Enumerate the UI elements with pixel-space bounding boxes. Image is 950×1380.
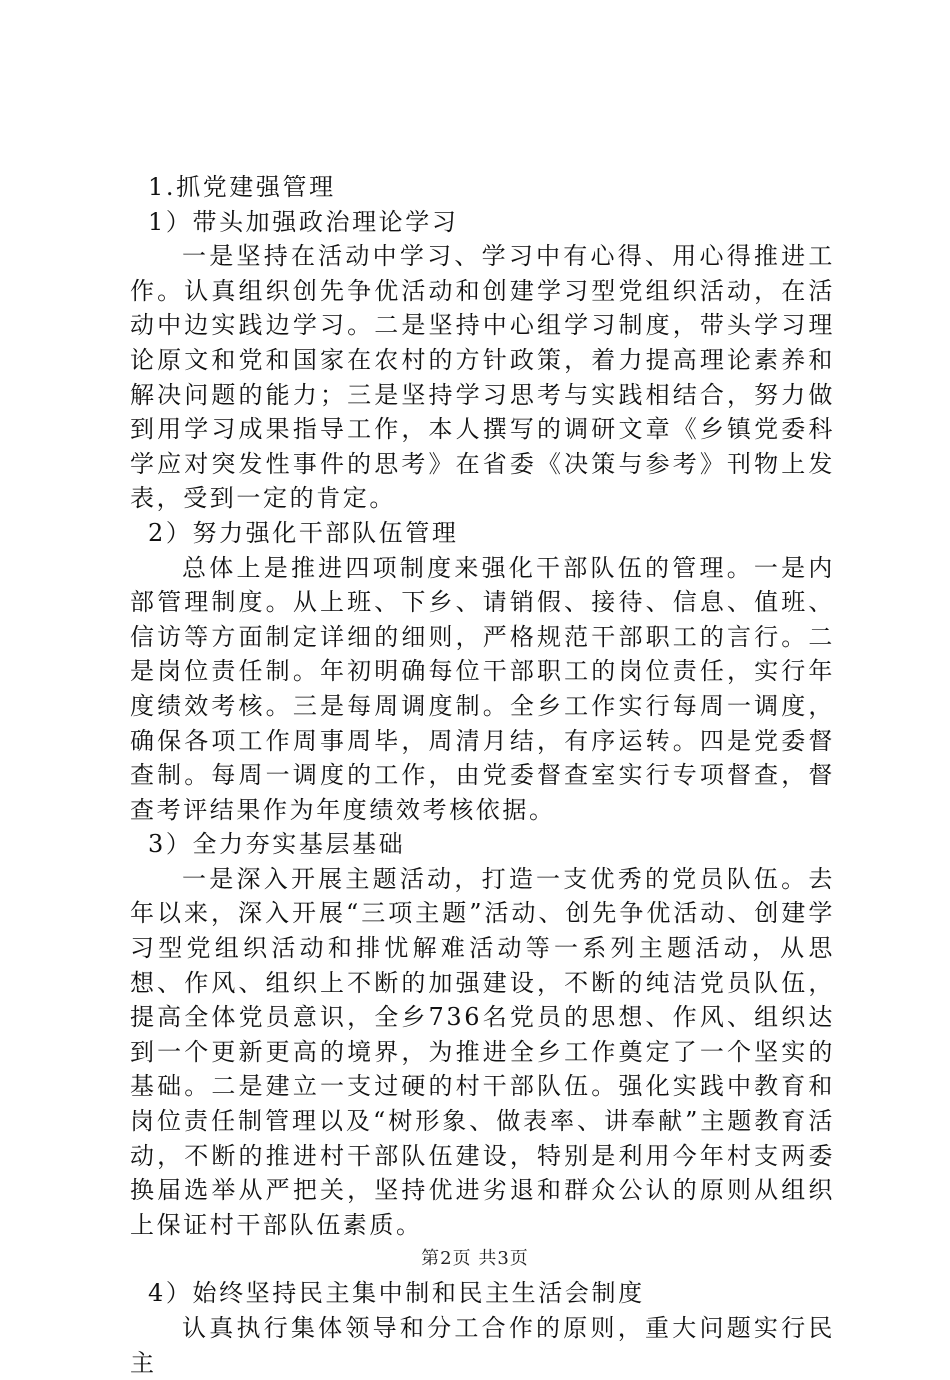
- subsection-title: 3）全力夯实基层基础: [148, 830, 406, 859]
- body-paragraph: 认真执行集体领导和分工合作的原则，重大问题实行民主: [130, 1314, 835, 1377]
- body-paragraph: 一是坚持在活动中学习、学习中有心得、用心得推进工作。认真组织创先争优活动和创建学习型党组织活动，在活动中边实践边学习。二是坚持中心组学习制度，带头学习理论原文和党和国家在农村的方针政策，着力提高理论素养和解决问题的能力；三是坚持学习思考与实践相结合，努力做到用学习成果指导工作，本人撰写的调研文章《乡镇党委科学应对突发性事件的思考》在省委《决策与参考》刊物上发表，受到一定的肯定。: [130, 242, 835, 513]
- subsection-title: 4）始终坚持民主集中制和民主生活会制度: [148, 1279, 645, 1308]
- body-paragraph: 一是深入开展主题活动，打造一支优秀的党员队伍。去年以来，深入开展“三项主题”活动、创先争优活动、创建学习型党组织活动和排忧解难活动等一系列主题活动，从思想、作风、组织上不断的加强建设，不断的纯洁党员队伍，提高全体党员意识，全乡736名党员的思想、作风、组织达到一个更新更高的境界，为推进全乡工作奠定了一个坚实的基础。二是建立一支过硬的村干部队伍。强化实践中教育和岗位责任制管理以及“树形象、做表率、讲奉献”主题教育活动，不断的推进村干部队伍建设，特别是利用今年村支两委换届选举从严把关，坚持优进劣退和群众公认的原则从组织上保证村干部队伍素质。: [130, 864, 835, 1239]
- page-number-footer: 第2页 共3页: [421, 1248, 529, 1269]
- subsection-title: 1）带头加强政治理论学习: [148, 207, 459, 236]
- subsection-title: 2）努力强化干部队伍管理: [148, 518, 459, 547]
- section-title: 1.抓党建强管理: [148, 173, 336, 201]
- body-paragraph: 总体上是推进四项制度来强化干部队伍的管理。一是内部管理制度。从上班、下乡、请销假、接待、信息、值班、信访等方面制定详细的细则，严格规范干部职工的言行。二是岗位责任制。年初明确每位干部职工的岗位责任，实行年度绩效考核。三是每周调度制。全乡工作实行每周一调度，确保各项工作周事周毕，周清月结，有序运转。四是党委督查制。每周一调度的工作，由党委督查室实行专项督查，督查考评结果作为年度绩效考核依据。: [130, 553, 835, 824]
- document-body: [130, 170, 835, 1380]
